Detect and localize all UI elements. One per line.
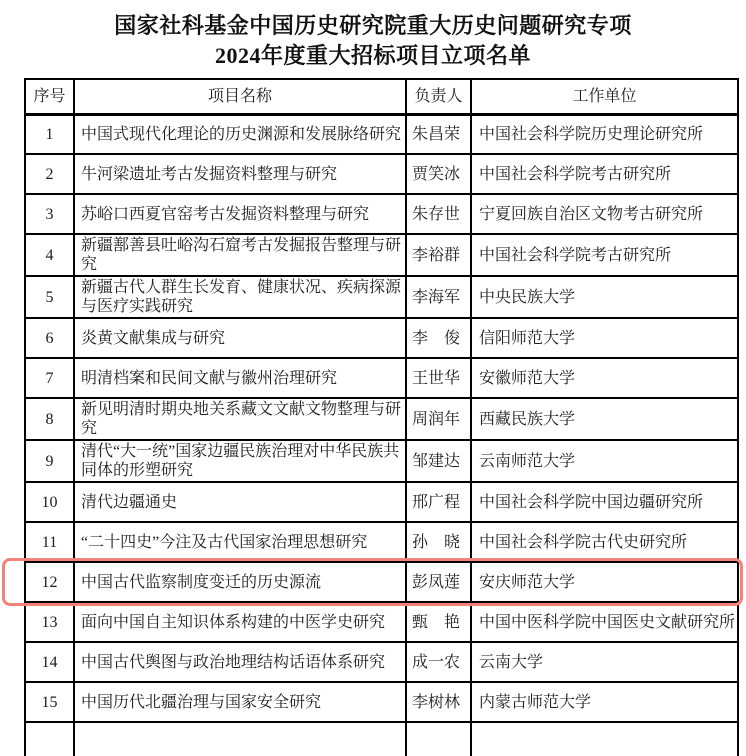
project-name-cell: 明清档案和民间文献与徽州治理研究: [74, 358, 406, 398]
leader-name-cell: 李裕群: [406, 234, 471, 276]
row-index-cell: 5: [25, 276, 74, 318]
table-row: [25, 276, 738, 318]
work-unit-cell: 西藏民族大学: [471, 398, 738, 440]
work-unit-cell: 安徽师范大学: [471, 358, 738, 398]
table-row: [25, 522, 738, 562]
project-name-cell: 苏峪口西夏官窑考古发掘资料整理与研究: [74, 194, 406, 234]
row-index-cell: 8: [25, 398, 74, 440]
project-name-cell: [74, 722, 406, 756]
header-project-name: 项目名称: [74, 79, 406, 114]
project-name-cell: 炎黄文献集成与研究: [74, 318, 406, 358]
table-row: [25, 154, 738, 194]
table-row: [25, 562, 738, 602]
row-index-cell: 3: [25, 194, 74, 234]
work-unit-cell: 中国中医科学院中国医史文献研究所: [471, 602, 738, 642]
header-index: 序号: [25, 79, 74, 114]
row-index-cell: 9: [25, 440, 74, 482]
row-index-cell: 2: [25, 154, 74, 194]
work-unit-cell: 中央民族大学: [471, 276, 738, 318]
project-name-cell: 中国历代北疆治理与国家安全研究: [74, 682, 406, 722]
project-name-cell: 清代边疆通史: [74, 482, 406, 522]
project-name-cell: 新疆鄯善县吐峪沟石窟考古发掘报告整理与研究: [74, 234, 406, 276]
work-unit-cell: 云南大学: [471, 642, 738, 682]
project-name-cell: 清代“大一统”国家边疆民族治理对中华民族共同体的形塑研究: [74, 440, 406, 482]
header-leader: 负责人: [406, 79, 471, 114]
row-index-cell: 6: [25, 318, 74, 358]
document-title-line2: 2024年度重大招标项目立项名单: [214, 43, 531, 68]
leader-name-cell: 彭凤莲: [406, 562, 471, 602]
leader-name-cell: 朱存世: [406, 194, 471, 234]
work-unit-cell: [471, 722, 738, 756]
leader-name-cell: 甄 艳: [406, 602, 471, 642]
work-unit-cell: 安庆师范大学: [471, 562, 738, 602]
table-header-row: [25, 79, 738, 114]
work-unit-cell: 宁夏回族自治区文物考古研究所: [471, 194, 738, 234]
table-row: [25, 642, 738, 682]
row-index-cell: 1: [25, 114, 74, 154]
project-name-cell: 中国古代舆图与政治地理结构话语体系研究: [74, 642, 406, 682]
project-table: [24, 78, 739, 756]
work-unit-cell: 中国社会科学院考古研究所: [471, 154, 738, 194]
table-row: [25, 114, 738, 154]
document-title-line1: 国家社科基金中国历史研究院重大历史问题研究专项: [114, 13, 632, 38]
leader-name-cell: 李 俊: [406, 318, 471, 358]
leader-name-cell: 周润年: [406, 398, 471, 440]
leader-name-cell: 邢广程: [406, 482, 471, 522]
work-unit-cell: 中国社会科学院考古研究所: [471, 234, 738, 276]
leader-name-cell: 孙 晓: [406, 522, 471, 562]
row-index-cell: 10: [25, 482, 74, 522]
table-row: [25, 602, 738, 642]
leader-name-cell: 贾笑冰: [406, 154, 471, 194]
table-row: [25, 318, 738, 358]
header-work-unit: 工作单位: [471, 79, 738, 114]
row-index-cell: 12: [25, 562, 74, 602]
row-index-cell: 4: [25, 234, 74, 276]
table-row-partial: [25, 722, 738, 756]
project-name-cell: 中国古代监察制度变迁的历史源流: [74, 562, 406, 602]
row-index-cell: 11: [25, 522, 74, 562]
leader-name-cell: 邹建达: [406, 440, 471, 482]
project-name-cell: 牛河梁遗址考古发掘资料整理与研究: [74, 154, 406, 194]
table-row: [25, 358, 738, 398]
leader-name-cell: 朱昌荣: [406, 114, 471, 154]
work-unit-cell: 中国社会科学院历史理论研究所: [471, 114, 738, 154]
project-name-cell: “二十四史”今注及古代国家治理思想研究: [74, 522, 406, 562]
row-index-cell: 13: [25, 602, 74, 642]
project-name-cell: 中国式现代化理论的历史渊源和发展脉络研究: [74, 114, 406, 154]
table-row: [25, 440, 738, 482]
row-index-cell: 7: [25, 358, 74, 398]
table-body: [25, 114, 738, 756]
table-row: [25, 194, 738, 234]
leader-name-cell: [406, 722, 471, 756]
work-unit-cell: 中国社会科学院中国边疆研究所: [471, 482, 738, 522]
leader-name-cell: 李海军: [406, 276, 471, 318]
table-row: [25, 682, 738, 722]
project-name-cell: 新疆古代人群生长发育、健康状况、疾病探源与医疗实践研究: [74, 276, 406, 318]
leader-name-cell: 成一农: [406, 642, 471, 682]
work-unit-cell: 云南师范大学: [471, 440, 738, 482]
leader-name-cell: 李树林: [406, 682, 471, 722]
work-unit-cell: 信阳师范大学: [471, 318, 738, 358]
project-name-cell: 面向中国自主知识体系构建的中医学史研究: [74, 602, 406, 642]
project-name-cell: 新见明清时期央地关系藏文文献文物整理与研究: [74, 398, 406, 440]
row-index-cell: 14: [25, 642, 74, 682]
work-unit-cell: 中国社会科学院古代史研究所: [471, 522, 738, 562]
table-row: [25, 234, 738, 276]
table-row: [25, 398, 738, 440]
work-unit-cell: 内蒙古师范大学: [471, 682, 738, 722]
leader-name-cell: 王世华: [406, 358, 471, 398]
row-index-cell: [25, 722, 74, 756]
table-row: [25, 482, 738, 522]
row-index-cell: 15: [25, 682, 74, 722]
